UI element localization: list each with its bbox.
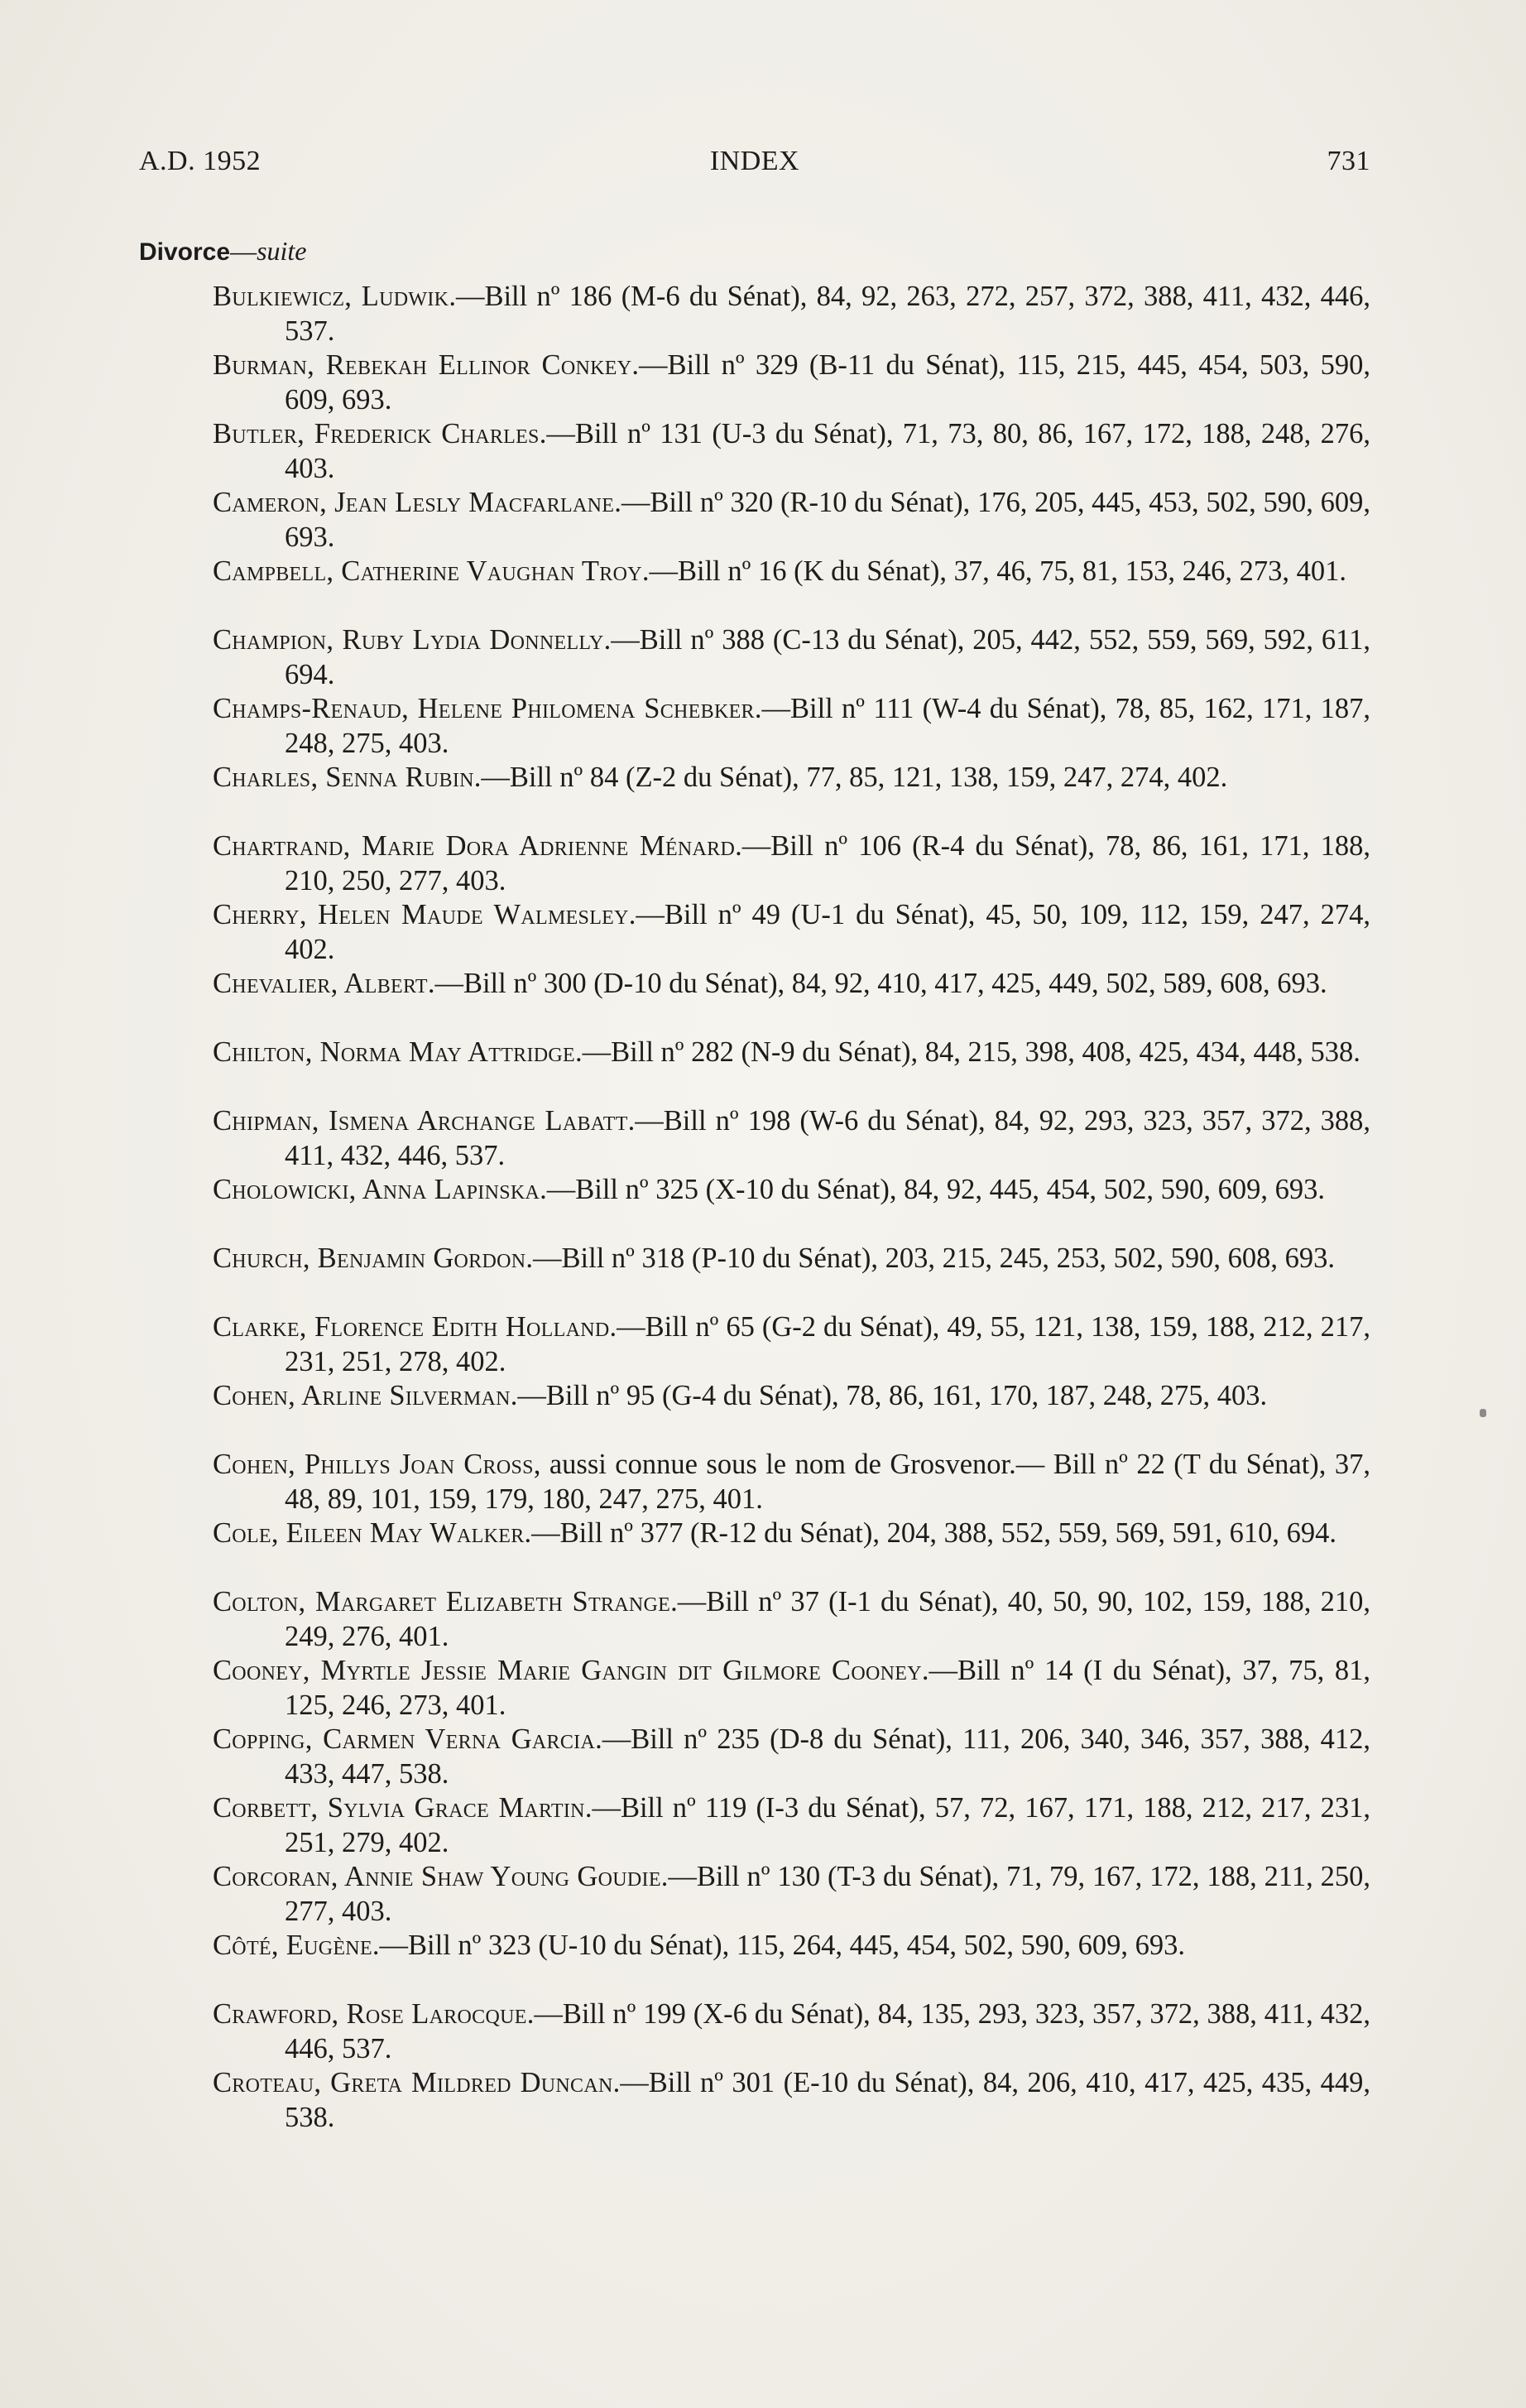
section-title: Divorce (139, 238, 231, 266)
entry-text: .—Bill nº 186 (M-6 du Sénat), 84, 92, 263, 272, 257, 372, 388, 411, 432, 446, 537. (285, 281, 1370, 347)
header-title: INDEX (709, 146, 800, 176)
entry-name: Burman, Rebekah Ellinor Conkey (213, 349, 632, 381)
entry-text: .—Bill nº 323 (U-10 du Sénat), 115, 264, 445, 454, 502, 590, 609, 693. (372, 1930, 1185, 1961)
entry-name: Corcoran, Annie Shaw Young Goudie (213, 1861, 661, 1892)
index-entry (213, 1379, 1370, 1448)
section-dash: — (230, 236, 257, 266)
index-entry (213, 1310, 1370, 1379)
index-entry (213, 1929, 1370, 1997)
index-entry (213, 1585, 1370, 1654)
entry-text: .—Bill nº 320 (R-10 du Sénat), 176, 205, 445, 453, 502, 590, 609, 693. (285, 487, 1370, 553)
index-entry (213, 1654, 1370, 1723)
entry-name: Copping, Carmen Verna Garcia (213, 1723, 596, 1755)
entry-text: .—Bill nº 318 (P-10 du Sénat), 203, 215, 245, 253, 502, 590, 608, 693. (525, 1242, 1336, 1274)
index-entry (213, 1860, 1370, 1929)
index-entry (213, 280, 1370, 348)
index-entry (213, 1242, 1370, 1310)
entry-name: Crawford, Rose Larocque (213, 1998, 527, 2030)
entry-name: Cohen, Arline Silverman (213, 1380, 511, 1411)
entry-text: .—Bill nº 16 (K du Sénat), 37, 46, 75, 81, 153, 246, 273, 401. (641, 555, 1346, 587)
entry-text: .—Bill nº 329 (B-11 du Sénat), 115, 215, 445, 454, 503, 590, 609, 693. (285, 349, 1370, 416)
entry-text: .—Bill nº 84 (Z-2 du Sénat), 77, 85, 121, 138, 159, 247, 274, 402. (473, 762, 1228, 793)
entry-text: .—Bill nº 198 (W-6 du Sénat), 84, 92, 293, 323, 357, 372, 388, 411, 432, 446, 537. (285, 1105, 1370, 1171)
entry-text: .—Bill nº 111 (W-4 du Sénat), 78, 85, 162, 171, 187, 248, 275, 403. (285, 693, 1370, 759)
entry-name: Charles, Senna Rubin (213, 762, 474, 793)
index-entries (213, 280, 1370, 2135)
entry-name: Cole, Eileen May Walker (213, 1517, 525, 1549)
entry-text: .—Bill nº 301 (E-10 du Sénat), 84, 206, 410, 417, 425, 435, 449, 538. (285, 2067, 1370, 2133)
entry-text: .—Bill nº 235 (D-8 du Sénat), 111, 206, 340, 346, 357, 388, 412, 433, 447, 538. (285, 1723, 1370, 1790)
entry-name: Croteau, Greta Mildred Duncan (213, 2067, 613, 2098)
index-entry (213, 417, 1370, 486)
entry-text: .—Bill nº 130 (T-3 du Sénat), 71, 79, 167, 172, 188, 211, 250, 277, 403. (285, 1861, 1370, 1927)
entry-name: Chevalier, Albert (213, 968, 428, 999)
running-head (139, 146, 1370, 187)
index-entry (213, 623, 1370, 692)
index-entry (213, 829, 1370, 898)
index-entry (213, 1516, 1370, 1585)
index-entry (213, 2066, 1370, 2135)
entry-name: Clarke, Florence Edith Holland (213, 1311, 610, 1343)
index-entry (213, 1104, 1370, 1173)
entry-name: Bulkiewicz, Ludwik (213, 281, 449, 312)
entry-text: .—Bill nº 95 (G-4 du Sénat), 78, 86, 161, 170, 187, 248, 275, 403. (510, 1380, 1268, 1411)
index-entry (213, 692, 1370, 761)
entry-text: .—Bill nº 300 (D-10 du Sénat), 84, 92, 410, 417, 425, 449, 502, 589, 608, 693. (427, 968, 1327, 999)
entry-name: Côté, Eugène (213, 1930, 372, 1961)
entry-text: .—Bill nº 14 (I du Sénat), 37, 75, 81, 125, 246, 273, 401. (285, 1655, 1370, 1721)
entry-text: , aussi connue sous le nom de Grosvenor.— Bill nº 22 (T du Sénat), 37, 48, 89, 101, 159, 179, 180, 247, 275, 401. (285, 1449, 1370, 1515)
entry-name: Champs-Renaud, Helene Philomena Schebker (213, 693, 755, 724)
index-entry (213, 1448, 1370, 1516)
index-entry (213, 1791, 1370, 1860)
entry-name: Chartrand, Marie Dora Adrienne Ménard (213, 830, 736, 862)
entry-name: Cohen, Phillys Joan Cross (213, 1449, 534, 1480)
entry-name: Campbell, Catherine Vaughan Troy (213, 555, 642, 587)
entry-text: .—Bill nº 199 (X-6 du Sénat), 84, 135, 293, 323, 357, 372, 388, 411, 432, 446, 537. (285, 1998, 1370, 2064)
header-year: A.D. 1952 (139, 146, 262, 176)
margin-speck (1480, 1409, 1486, 1417)
index-entry (213, 486, 1370, 555)
entry-text: .—Bill nº 325 (X-10 du Sénat), 84, 92, 445, 454, 502, 590, 609, 693. (540, 1174, 1325, 1205)
entry-name: Butler, Frederick Charles (213, 418, 540, 449)
entry-name: Chilton, Norma May Attridge (213, 1036, 576, 1068)
index-entry (213, 1173, 1370, 1242)
entry-text: .—Bill nº 106 (R-4 du Sénat), 78, 86, 161, 171, 188, 210, 250, 277, 403. (285, 830, 1370, 896)
entry-text: .—Bill nº 119 (I-3 du Sénat), 57, 72, 167, 171, 188, 212, 217, 231, 251, 279, 402. (285, 1792, 1370, 1858)
index-entry (213, 1723, 1370, 1791)
section-suffix: suite (257, 236, 307, 266)
entry-name: Chipman, Ismena Archange Labatt (213, 1105, 628, 1137)
entry-name: Cameron, Jean Lesly Macfarlane (213, 487, 615, 518)
entry-name: Cherry, Helen Maude Walmesley (213, 899, 629, 930)
index-entry (213, 761, 1370, 829)
entry-name: Colton, Margaret Elizabeth Strange (213, 1586, 671, 1617)
section-heading (139, 236, 307, 267)
entry-name: Cooney, Myrtle Jessie Marie Gangin dit Gilmore Cooney (213, 1655, 922, 1686)
index-entry (213, 348, 1370, 417)
entry-text: .—Bill nº 65 (G-2 du Sénat), 49, 55, 121, 138, 159, 188, 212, 217, 231, 251, 278, 402. (285, 1311, 1370, 1377)
entry-text: .—Bill nº 37 (I-1 du Sénat), 40, 50, 90, 102, 159, 188, 210, 249, 276, 401. (285, 1586, 1370, 1652)
entry-name: Champion, Ruby Lydia Donnelly (213, 624, 604, 656)
index-entry (213, 967, 1370, 1036)
entry-text: .—Bill nº 377 (R-12 du Sénat), 204, 388, 552, 559, 569, 591, 610, 694. (524, 1517, 1336, 1549)
index-entry (213, 555, 1370, 623)
entry-text: .—Bill nº 49 (U-1 du Sénat), 45, 50, 109, 112, 159, 247, 274, 402. (285, 899, 1370, 965)
entry-name: Corbett, Sylvia Grace Martin (213, 1792, 585, 1824)
index-entry (213, 1036, 1370, 1104)
entry-name: Cholowicki, Anna Lapinska (213, 1174, 540, 1205)
entry-text: .—Bill nº 131 (U-3 du Sénat), 71, 73, 80, 86, 167, 172, 188, 248, 276, 403. (285, 418, 1370, 484)
entry-text: .—Bill nº 388 (C-13 du Sénat), 205, 442, 552, 559, 569, 592, 611, 694. (285, 624, 1370, 690)
index-entry (213, 898, 1370, 967)
page-number: 731 (1327, 146, 1370, 176)
entry-text: .—Bill nº 282 (N-9 du Sénat), 84, 215, 398, 408, 425, 434, 448, 538. (575, 1036, 1360, 1068)
index-entry (213, 1997, 1370, 2066)
entry-name: Church, Benjamin Gordon (213, 1242, 526, 1274)
